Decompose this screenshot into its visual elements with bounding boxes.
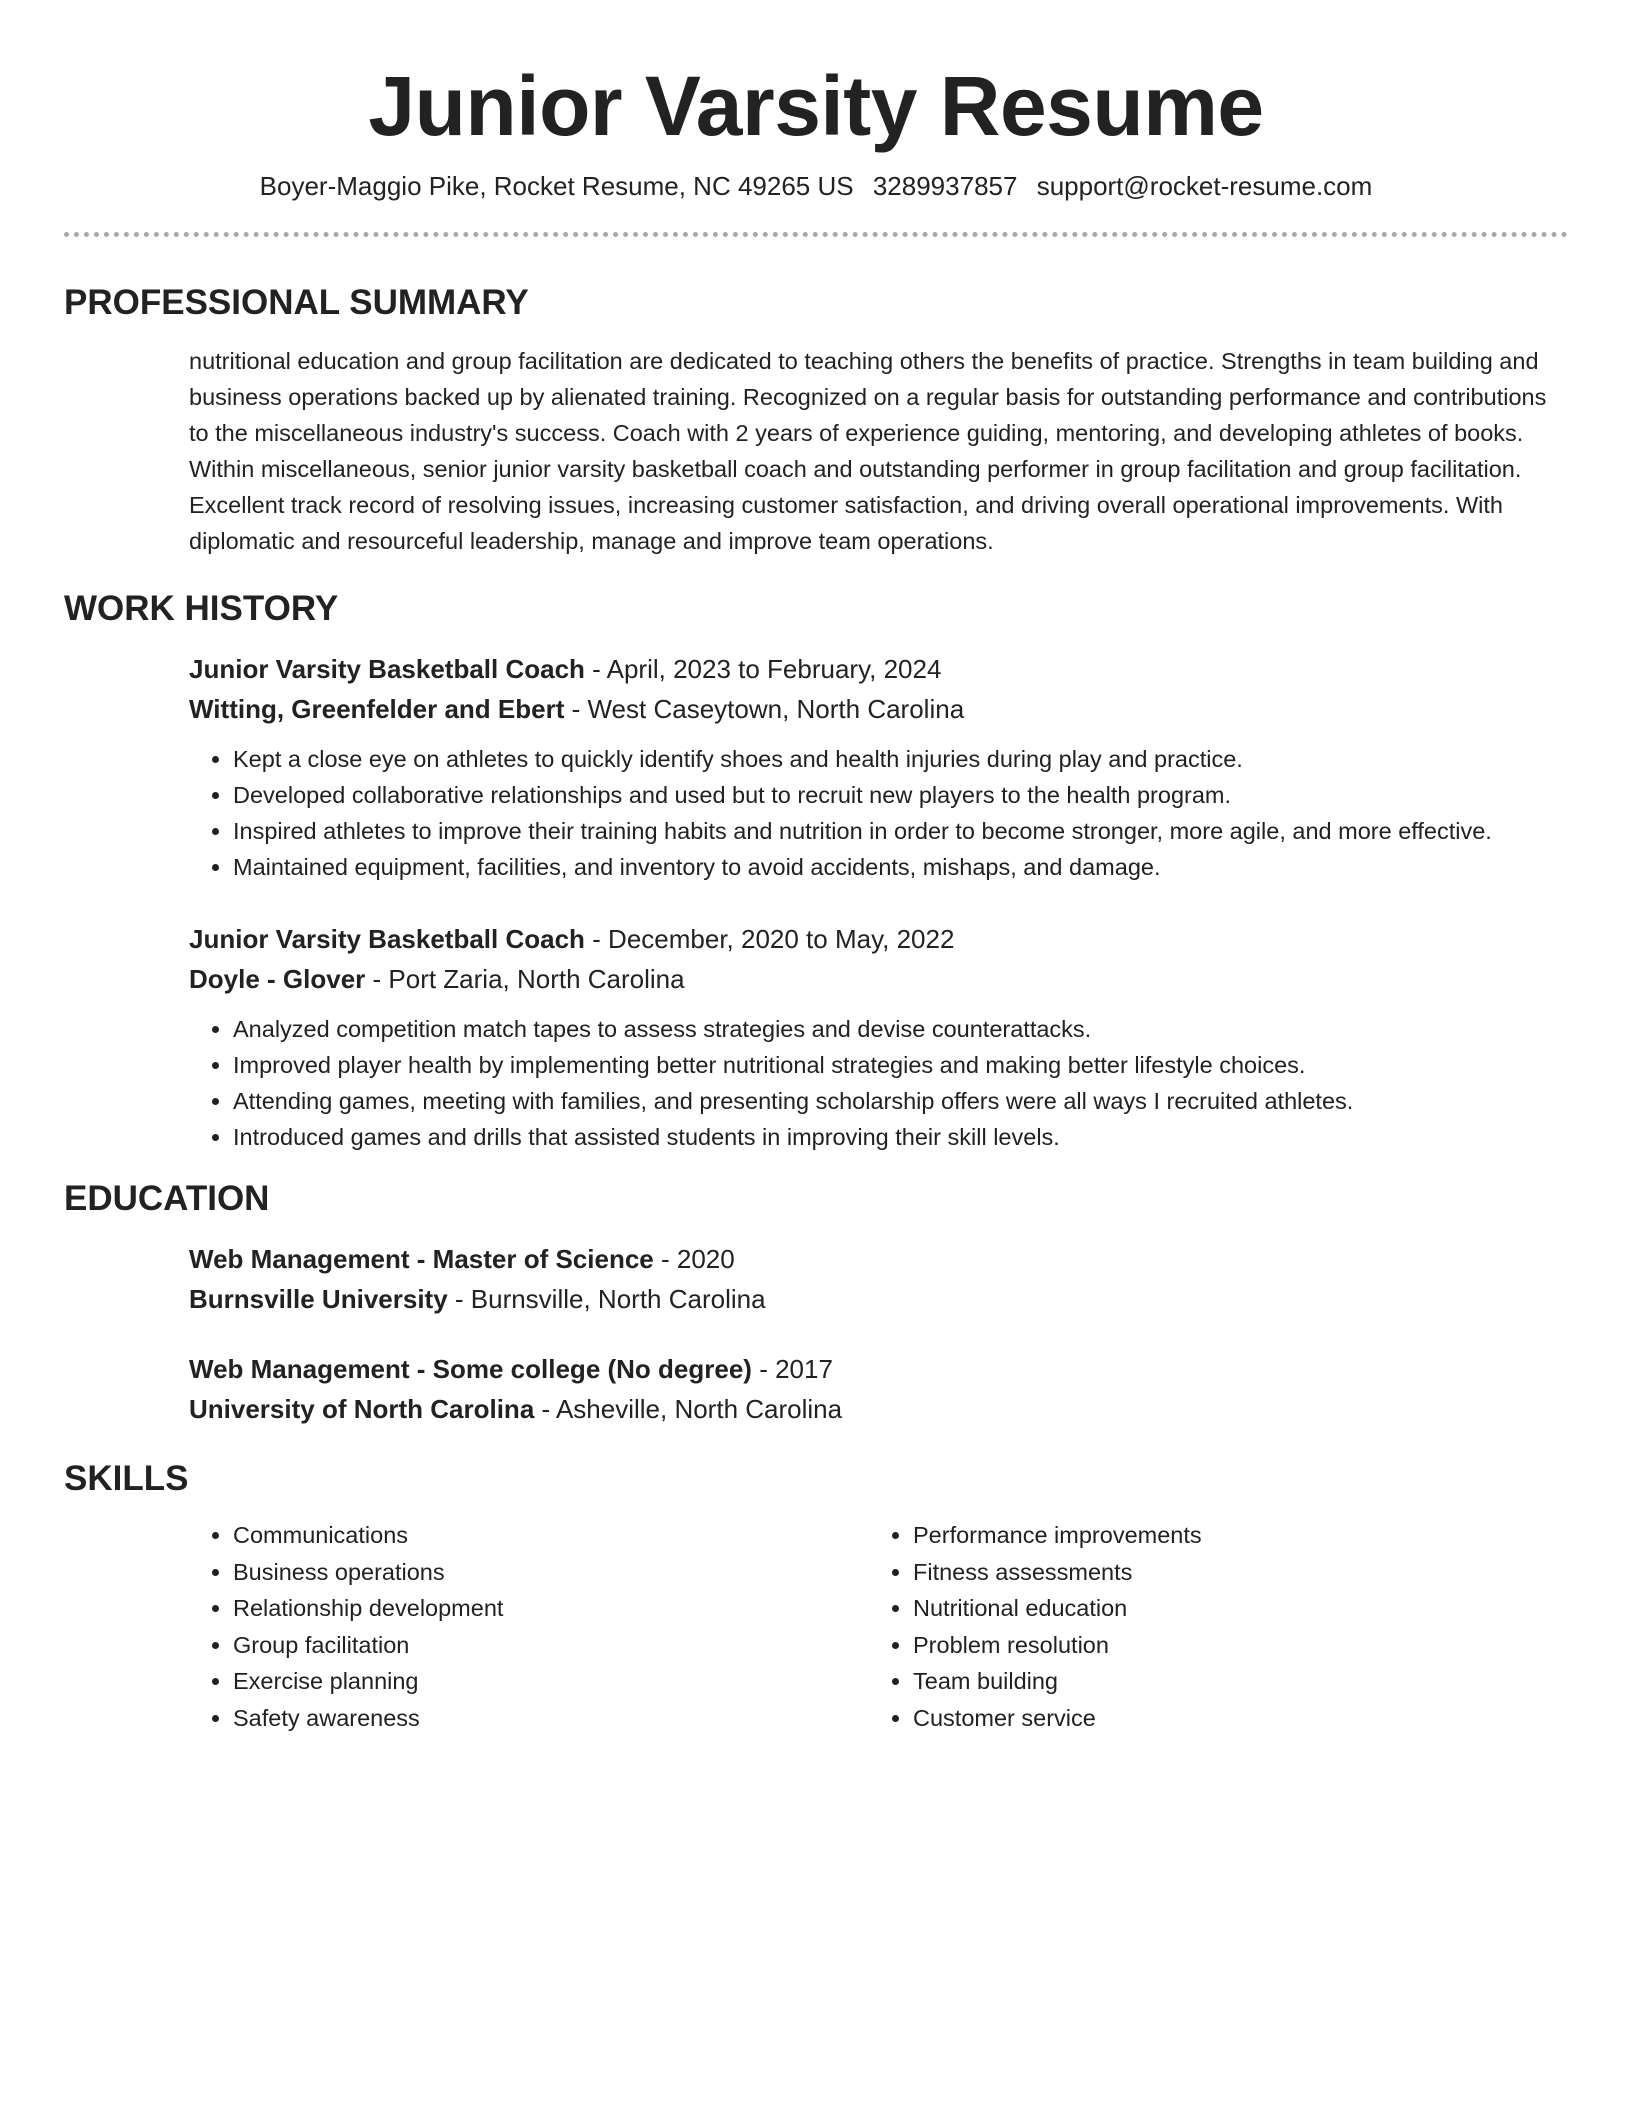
- job-duty: • Improved player health by implementing better nutritional strategies and making better lifestyle choices.: [233, 1047, 1568, 1083]
- contact-phone: 3289937857: [872, 171, 1018, 201]
- job-duty: • Maintained equipment, facilities, and inventory to avoid accidents, mishaps, and damage.: [233, 849, 1568, 885]
- contact-line: [64, 168, 1568, 204]
- job-position: Junior Varsity Basketball Coach: [189, 654, 585, 684]
- job-duty: • Inspired athletes to improve their training habits and nutrition in order to become stronger, more agile, and more effective.: [233, 813, 1568, 849]
- resume-name: Junior Varsity Resume: [368, 59, 1264, 153]
- job-title-line: [189, 919, 1568, 959]
- skill-item: • Exercise planning: [233, 1663, 869, 1700]
- summary-section: [64, 343, 1568, 559]
- skill-item: • Fitness assessments: [913, 1554, 1549, 1591]
- education-heading: EDUCATION: [64, 1179, 270, 1218]
- skill-item: • Customer service: [913, 1700, 1549, 1737]
- job-dates: - April, 2023 to February, 2024: [584, 654, 942, 684]
- school-name: University of North Carolina: [189, 1394, 535, 1424]
- job-duty: • Developed collaborative relationships and used but to recruit new players to the health program.: [233, 777, 1568, 813]
- job-duty: • Introduced games and drills that assisted students in improving their skill levels.: [233, 1119, 1568, 1155]
- education-entry: [189, 1349, 1568, 1429]
- school-location: - Burnsville, North Carolina: [447, 1284, 766, 1314]
- degree-name: Web Management - Master of Science: [189, 1244, 654, 1274]
- degree-line: [189, 1349, 1568, 1389]
- degree-line: [189, 1239, 1568, 1279]
- summary-text: nutritional education and group facilitation are dedicated to teaching others the benefits of practice. Strengths in team building and business operations backed up by alienated training. Recognized on a regular basis for outstanding performance and contributions to the miscellaneous industry's success. Coach with 2 years of experience guiding, mentoring, and developing athletes of books. Within miscellaneous, senior junior varsity basketball coach and outstanding performer in group facilitation and group facilitation. Excellent track record of resolving issues, increasing customer satisfaction, and driving overall operational improvements. With diplomatic and resourceful leadership, manage and improve team operations.: [189, 348, 1547, 554]
- work-history-section: [64, 649, 1568, 1155]
- skills-list-right: [869, 1517, 1549, 1736]
- job-position: Junior Varsity Basketball Coach: [189, 924, 585, 954]
- skill-item: • Business operations: [233, 1554, 869, 1591]
- skill-item: • Safety awareness: [233, 1700, 869, 1737]
- job-duty: • Attending games, meeting with families, and presenting scholarship offers were all ways I recruited athletes.: [233, 1083, 1568, 1119]
- degree-name: Web Management - Some college (No degree): [189, 1354, 752, 1384]
- job-entry: [189, 919, 1568, 1155]
- work-history-heading: WORK HISTORY: [64, 589, 339, 628]
- job-duty: • Kept a close eye on athletes to quickly identify shoes and health injuries during play and practice.: [233, 741, 1568, 777]
- header-divider: [64, 232, 1568, 237]
- school-line: [189, 1279, 1568, 1319]
- job-entry: [189, 649, 1568, 885]
- job-company-line: [189, 689, 1568, 729]
- skill-item: • Performance improvements: [913, 1517, 1549, 1554]
- job-dates: - December, 2020 to May, 2022: [584, 924, 955, 954]
- job-duty: • Analyzed competition match tapes to assess strategies and devise counterattacks.: [233, 1011, 1568, 1047]
- degree-year: - 2020: [653, 1244, 735, 1274]
- skills-section: [64, 1517, 1568, 1736]
- school-line: [189, 1389, 1568, 1429]
- summary-heading: PROFESSIONAL SUMMARY: [64, 283, 529, 322]
- job-company-line: [189, 959, 1568, 999]
- contact-address: Boyer-Maggio Pike, Rocket Resume, NC 49265 US: [259, 171, 854, 201]
- education-section: [64, 1239, 1568, 1429]
- skills-grid: [189, 1517, 1568, 1736]
- skill-item: • Relationship development: [233, 1590, 869, 1627]
- school-name: Burnsville University: [189, 1284, 448, 1314]
- skill-item: • Communications: [233, 1517, 869, 1554]
- skill-item: • Nutritional education: [913, 1590, 1549, 1627]
- education-entry: [189, 1239, 1568, 1319]
- skill-item: • Team building: [913, 1663, 1549, 1700]
- skill-item: • Group facilitation: [233, 1627, 869, 1664]
- job-location: - West Caseytown, North Carolina: [564, 694, 965, 724]
- job-duties-list: [189, 1011, 1568, 1155]
- skill-item: • Problem resolution: [913, 1627, 1549, 1664]
- contact-email: support@rocket-resume.com: [1036, 171, 1373, 201]
- job-company: Witting, Greenfelder and Ebert: [189, 694, 565, 724]
- job-location: - Port Zaria, North Carolina: [365, 964, 685, 994]
- school-location: - Asheville, North Carolina: [534, 1394, 843, 1424]
- job-title-line: [189, 649, 1568, 689]
- skills-list-left: [189, 1517, 869, 1736]
- degree-year: - 2017: [751, 1354, 833, 1384]
- job-duties-list: [189, 741, 1568, 885]
- job-company: Doyle - Glover: [189, 964, 366, 994]
- skills-heading: SKILLS: [64, 1459, 189, 1498]
